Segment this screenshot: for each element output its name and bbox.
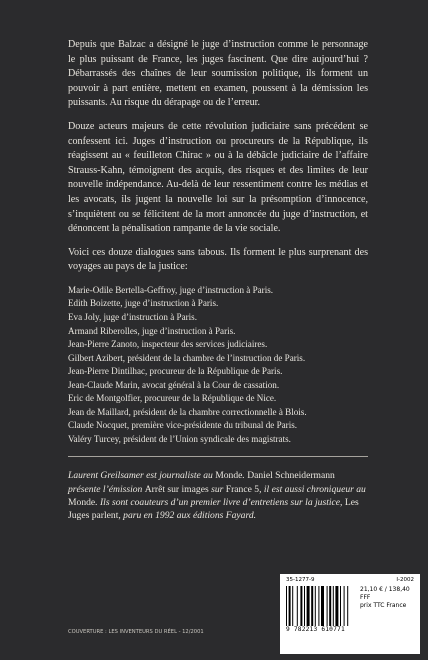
list-item: Jean-Pierre Dintilhac, procureur de la République de Paris. xyxy=(68,366,283,377)
list-item: Jean de Maillard, président de la chambre correctionnelle à Blois. xyxy=(68,406,307,417)
price: 21,10 € / 138,40 FFF xyxy=(360,586,410,601)
catalog-code: 35-1277-9 xyxy=(286,577,315,583)
list-item: Marie-Odile Bertella-Geffroy, juge d’instruction à Paris. xyxy=(68,284,274,295)
list-item: Eric de Montgolfier, procureur de la République de Nice. xyxy=(68,393,277,404)
barcode-label xyxy=(280,574,420,654)
section-divider xyxy=(68,456,368,457)
interviewee-list xyxy=(68,284,368,447)
price-note: prix TTC France xyxy=(360,602,407,609)
price-block xyxy=(360,586,420,610)
list-item: Eva Joly, juge d’instruction à Paris. xyxy=(68,312,197,322)
dialogues-paragraph: Voici ces douze dialogues sans tabous. Ils forment le plus surprenant des voyages au pays de la justice: xyxy=(68,246,368,273)
list-item: Gilbert Azibert, président de la chambre de l’instruction de Paris. xyxy=(68,352,306,363)
barcode-codes xyxy=(286,577,414,583)
cover-text-block xyxy=(68,38,368,523)
description-paragraph: Douze acteurs majeurs de cette révolution judiciaire sans précédent se confessent ici. Juges d’instruction ou procureurs de la République, ils réagissent au « feuilleton Chirac » ou à la débâcle judiciaire de l’affaire Strauss-Kahn, témoignent des acquis, des risques et des limites de leur nouvelle indépendance. Au-delà de leur ressentiment contre les médias et les avocats, ils jugent la nouvelle loi sur la présomption d’innocence, s’inquiètent ou se félicitent de la mort annoncée du juge d’instruction, et dénoncent la pénalisation rampante de la vie sociale. xyxy=(68,120,368,235)
intro-paragraph: Depuis que Balzac a désigné le juge d’instruction comme le personnage le plus puissant de France, les juges fascinent. Que dire aujourd’hui ? Débarrassés des chaînes de leur soumission politique, ils forment un pouvoir à part entière, mettent en examen, poussent à la démission les puissants. Au risque du dérapage ou de l’erreur. xyxy=(68,39,368,109)
authors-paragraph: Laurent Greilsamer est journaliste au Monde. Daniel Schneidermann présente l’émission Arrêt sur images sur France 5, il est aussi chroniqueur au Monde. Ils sont coauteurs d’un premier livre d’entretiens sur la justice, Les Juges parlent, paru en 1992 aux éditions Fayard. xyxy=(68,470,366,522)
list-item: Edith Boizette, juge d’instruction à Paris. xyxy=(68,298,219,309)
isbn-digits: 9 782213 610771 xyxy=(286,626,345,633)
barcode-bars xyxy=(286,586,354,626)
list-item: Armand Riberolles, juge d’instruction à Paris. xyxy=(68,325,236,336)
cover-credit: COUVERTURE : LES INVENTEURS DU RÉEL - 12/2001 xyxy=(68,629,204,635)
edition-code: I-2002 xyxy=(396,577,414,583)
list-item: Claude Nocquet, première vice-présidente du tribunal de Paris. xyxy=(68,420,298,431)
list-item: Valéry Turcey, président de l’Union syndicale des magistrats. xyxy=(68,433,291,444)
list-item: Jean-Pierre Zanoto, inspecteur des services judiciaires. xyxy=(68,339,268,350)
list-item: Jean-Claude Marin, avocat général à la Cour de cassation. xyxy=(68,379,280,390)
